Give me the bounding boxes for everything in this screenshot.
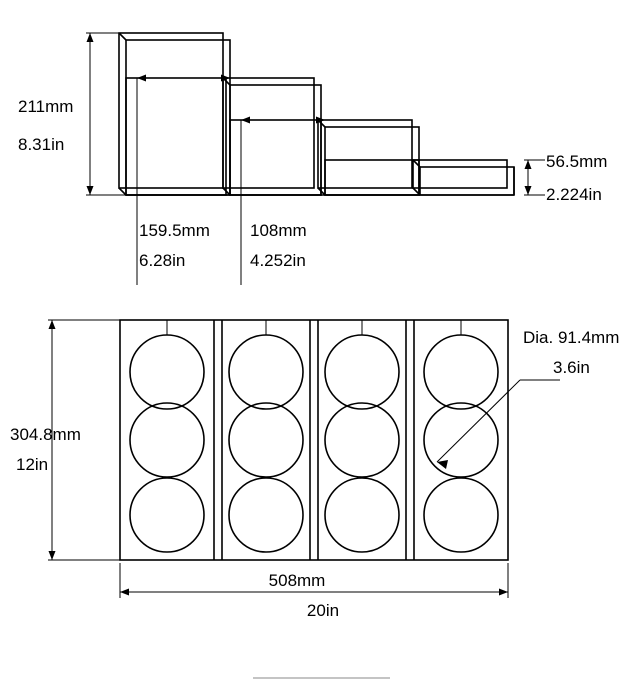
hole: [229, 335, 303, 409]
hole: [130, 478, 204, 552]
width-a-in: 6.28in: [139, 251, 186, 270]
hole: [424, 478, 498, 552]
hole: [130, 403, 204, 477]
hole-centerline-ticks: [167, 320, 461, 335]
plate-height-in: 12in: [16, 455, 49, 474]
plate-width-mm: 508mm: [268, 571, 326, 590]
hole: [229, 403, 303, 477]
hole: [325, 478, 399, 552]
side-total-height-in: 8.31in: [18, 135, 65, 154]
hole-grid: [130, 335, 498, 552]
top-view-geometry: [120, 320, 508, 560]
hole: [424, 335, 498, 409]
step-height-mm: 56.5mm: [546, 152, 608, 171]
dim-step-height: [524, 160, 545, 195]
dim-hole-diameter-leader: [437, 380, 560, 469]
hole: [229, 478, 303, 552]
hole-diameter-in: 3.6in: [553, 358, 590, 377]
width-b-mm: 108mm: [250, 221, 307, 240]
hole: [424, 403, 498, 477]
plate-height-mm: 304.8mm: [10, 425, 81, 444]
step-height-in: 2.224in: [546, 185, 602, 204]
side-total-height-mm: 211mm: [18, 97, 74, 116]
width-b-in: 4.252in: [250, 251, 306, 270]
width-a-mm: 159.5mm: [139, 221, 210, 240]
plate-width-in: 20in: [306, 601, 340, 620]
hole: [325, 335, 399, 409]
dim-side-total-height: [86, 33, 126, 195]
hole-diameter-mm: Dia. 91.4mm: [523, 328, 620, 347]
side-view-geometry: [119, 33, 514, 195]
hole: [130, 335, 204, 409]
hole: [325, 403, 399, 477]
